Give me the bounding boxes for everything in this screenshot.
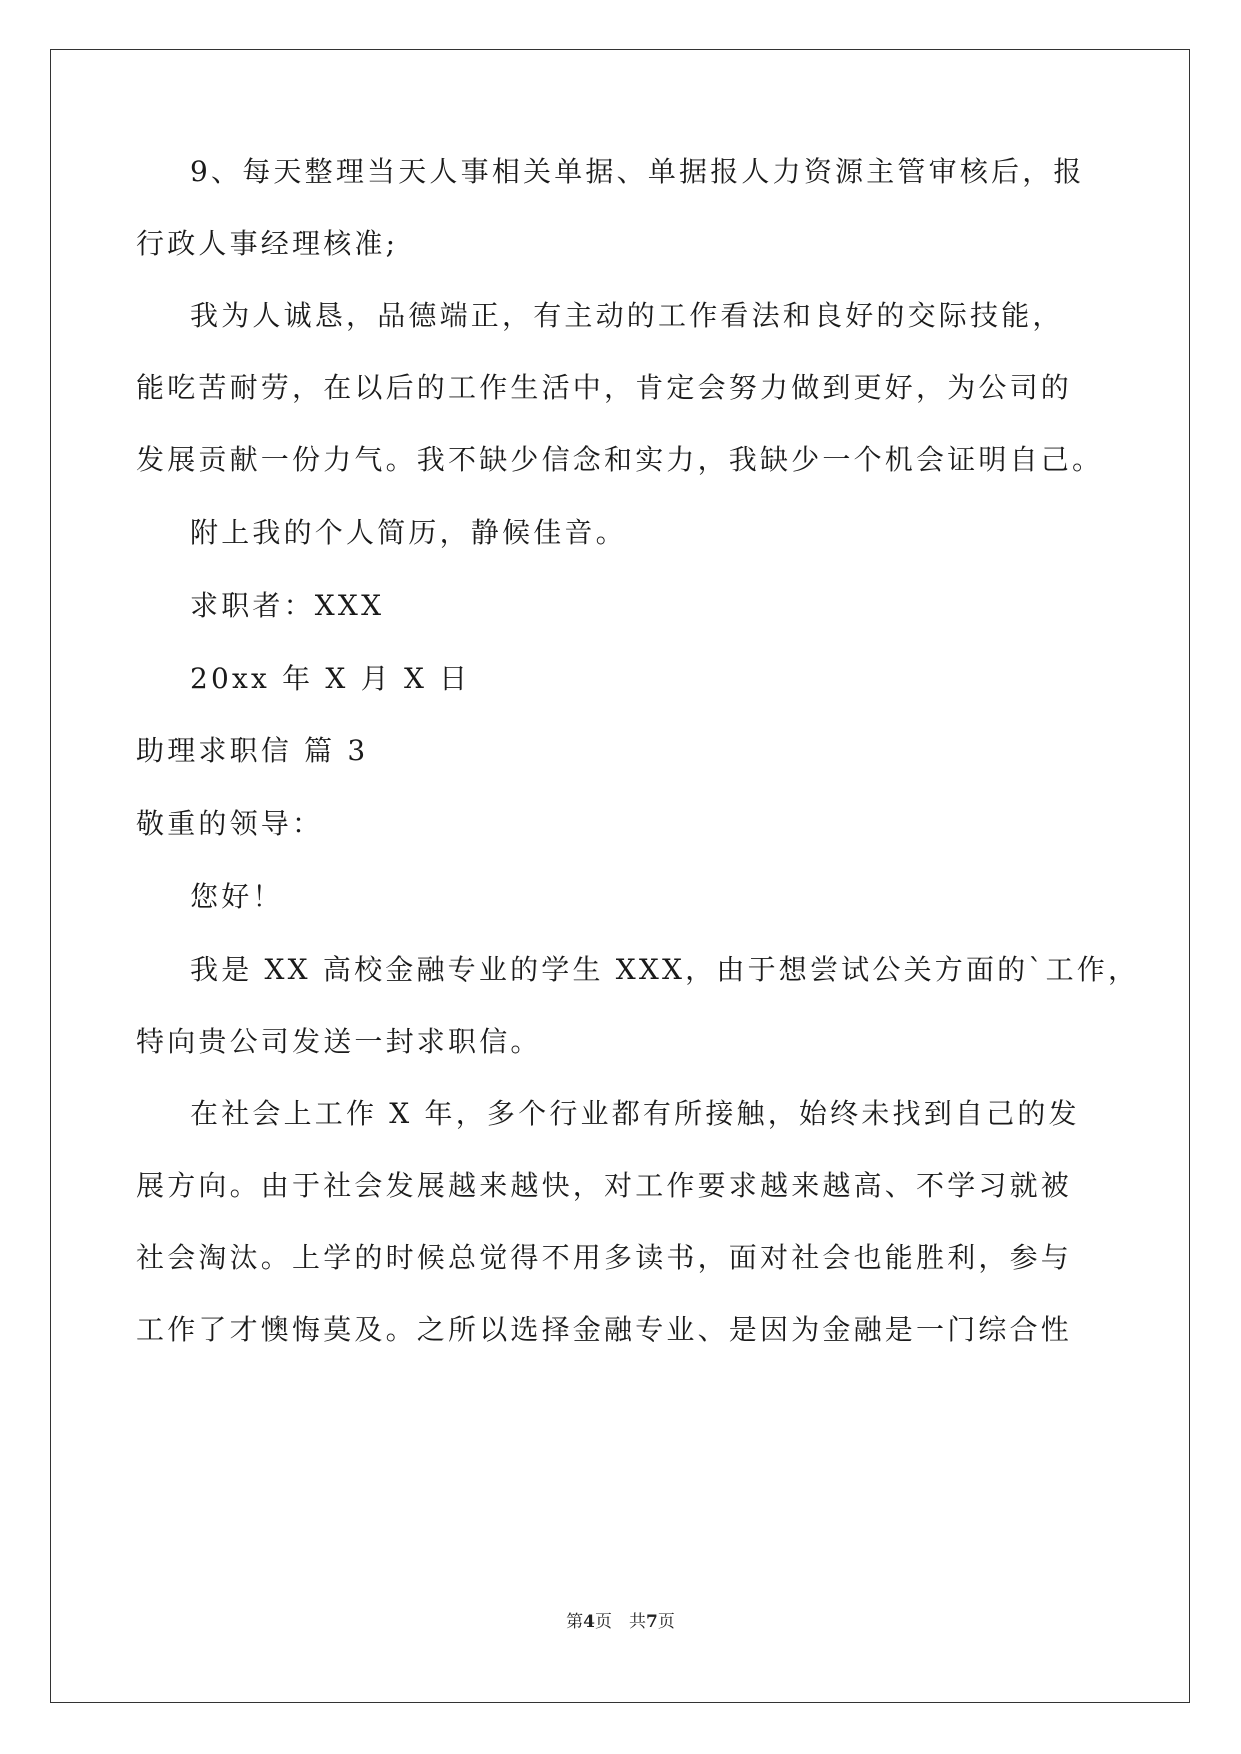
footer-suffix: 页: [657, 1612, 675, 1632]
total-pages-number: 7: [646, 1612, 658, 1632]
text-line: 特向贵公司发送一封求职信。: [136, 1025, 542, 1058]
text-line: 工作了才懊悔莫及。之所以选择金融专业、是因为金融是一门综合性: [136, 1313, 1073, 1346]
date-line: 20xx 年 X 月 X 日: [190, 662, 471, 695]
salutation: 敬重的领导：: [136, 807, 324, 840]
footer-middle: 页 共: [595, 1612, 646, 1632]
page-footer: [0, 1610, 1241, 1634]
text-line: 行政人事经理核准;: [136, 227, 399, 260]
text-line: 发展贡献一份力气。我不缺少信念和实力，我缺少一个机会证明自己。: [136, 443, 1104, 476]
footer-prefix: 第: [566, 1612, 584, 1632]
current-page-number: 4: [583, 1612, 595, 1632]
text-line: 我为人诚恳，品德端正，有主动的工作看法和良好的交际技能，: [190, 299, 1064, 332]
section-heading: 助理求职信 篇 3: [136, 734, 369, 767]
text-line: 社会淘汰。上学的时候总觉得不用多读书，面对社会也能胜利，参与: [136, 1241, 1073, 1274]
greeting: 您好！: [190, 880, 284, 913]
text-line: 能吃苦耐劳，在以后的工作生活中，肯定会努力做到更好，为公司的: [136, 371, 1073, 404]
text-line: 在社会上工作 X 年，多个行业都有所接触，始终未找到自己的发: [190, 1097, 1080, 1130]
signature-line: 求职者：XXX: [190, 589, 385, 622]
text-line: 附上我的个人简历，静候佳音。: [190, 516, 627, 549]
text-line: 我是 XX 高校金融专业的学生 XXX，由于想尝试公关方面的`工作，: [190, 953, 1140, 986]
text-line: 9、每天整理当天人事相关单据、单据报人力资源主管审核后，报: [190, 155, 1085, 188]
text-line: 展方向。由于社会发展越来越快，对工作要求越来越高、不学习就被: [136, 1169, 1073, 1202]
